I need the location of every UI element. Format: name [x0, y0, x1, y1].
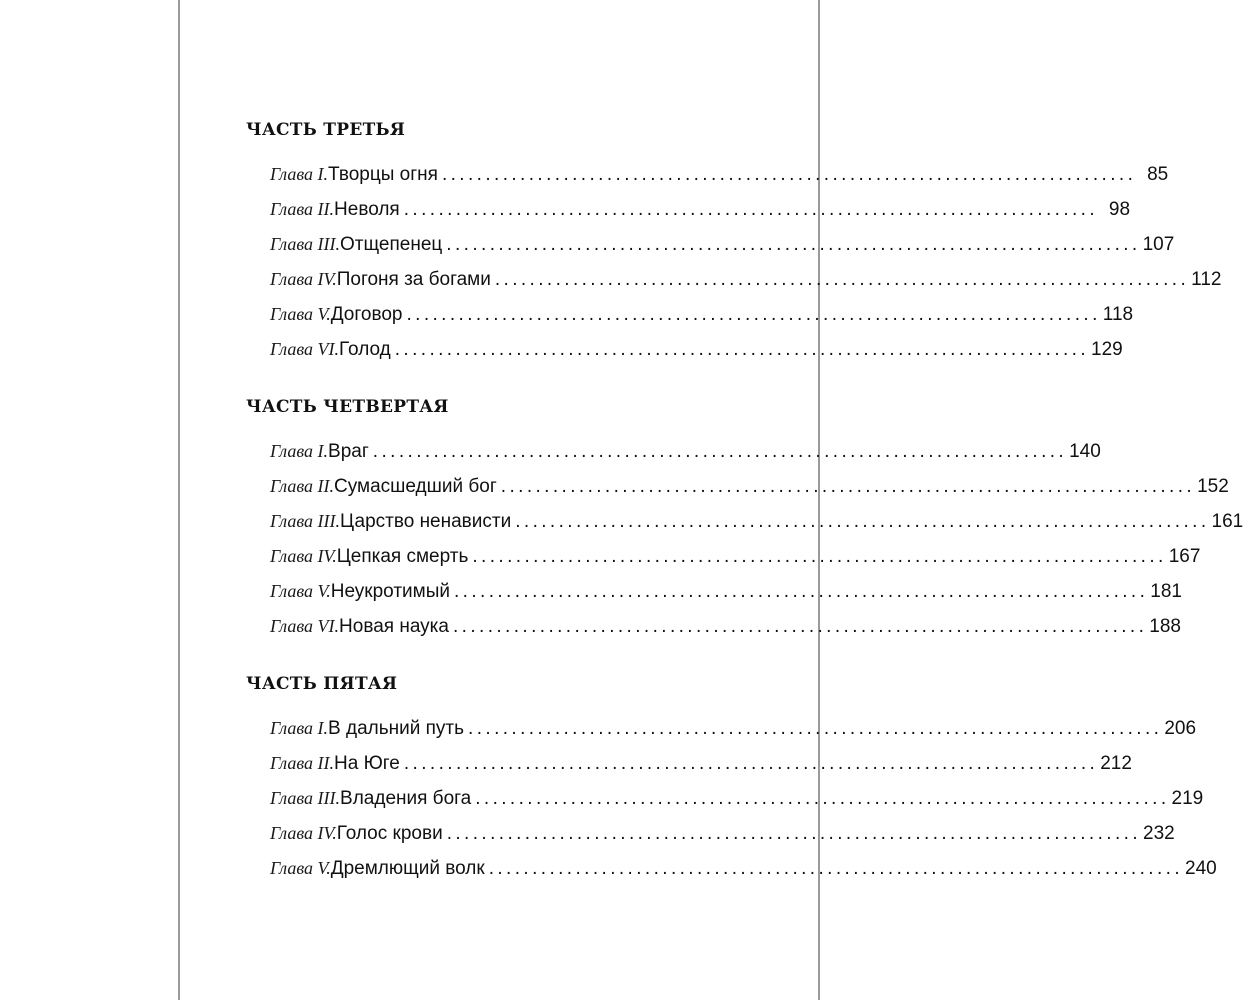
- toc-entry[interactable]: [246, 434, 1101, 469]
- dot-leader: ................................................................................: [406, 303, 1101, 325]
- chapter-title: Голос крови: [336, 822, 443, 844]
- page-number: 152: [1197, 475, 1229, 497]
- dot-leader: ................................................................................: [472, 545, 1167, 567]
- dot-leader: ................................................................................: [446, 822, 1141, 844]
- chapter-title: Дремлющий волк: [330, 857, 485, 879]
- chapter-title: Сумасшедший бог: [334, 475, 497, 497]
- chapter-title: Творцы огня: [328, 163, 438, 185]
- toc-entry[interactable]: [246, 539, 1201, 574]
- toc-entry[interactable]: [246, 816, 1175, 851]
- page-number: 129: [1091, 338, 1123, 360]
- chapter-title: Цепкая смерть: [336, 545, 469, 567]
- chapter-title: Владения бога: [340, 787, 472, 809]
- toc-entry[interactable]: [246, 781, 1204, 816]
- dot-leader: ................................................................................: [441, 163, 1137, 185]
- toc-entry[interactable]: [246, 332, 1123, 367]
- chapter-title: Новая наука: [339, 615, 449, 637]
- chapter-label: Глава I.: [270, 164, 329, 184]
- dot-leader: ................................................................................: [500, 475, 1196, 497]
- chapter-title: Договор: [330, 303, 403, 325]
- chapter-label: Глава VI.: [270, 616, 340, 636]
- dot-leader: ................................................................................: [494, 268, 1190, 290]
- dot-leader: ................................................................................: [453, 580, 1149, 602]
- chapter-title: Голод: [339, 338, 391, 360]
- chapter-label: Глава II.: [270, 753, 335, 773]
- part-title: ЧАСТЬ ПЯТАЯ: [246, 674, 398, 694]
- toc-part-4: [246, 394, 1243, 644]
- dot-leader: ................................................................................: [403, 752, 1099, 774]
- page-number: 240: [1185, 857, 1217, 879]
- chapter-label: Глава V.: [270, 581, 331, 601]
- toc-entry[interactable]: [246, 746, 1132, 781]
- chapter-title: Погоня за богами: [336, 268, 491, 290]
- chapter-label: Глава III.: [270, 788, 341, 808]
- chapter-label: Глава V.: [270, 304, 331, 324]
- page-number: 232: [1143, 822, 1175, 844]
- dot-leader: ................................................................................: [403, 198, 1099, 220]
- toc-entry[interactable]: [246, 504, 1243, 539]
- dot-leader: ................................................................................: [475, 787, 1170, 809]
- toc-entry[interactable]: [246, 227, 1175, 262]
- chapter-title: Неукротимый: [330, 580, 450, 602]
- chapter-title: Отщепенец: [340, 233, 443, 255]
- dot-leader: ................................................................................: [515, 510, 1210, 532]
- book-page: [178, 0, 1243, 1000]
- toc-entry[interactable]: [246, 469, 1229, 504]
- chapter-label: Глава II.: [270, 199, 335, 219]
- chapter-label: Глава VI.: [270, 339, 340, 359]
- chapter-label: Глава II.: [270, 476, 335, 496]
- dot-leader: ................................................................................: [488, 857, 1183, 879]
- chapter-label: Глава I.: [270, 441, 329, 461]
- chapter-title: Неволя: [334, 198, 400, 220]
- page-number: 112: [1191, 268, 1222, 290]
- page-number: 161: [1211, 510, 1243, 532]
- chapter-label: Глава IV.: [270, 269, 337, 289]
- chapter-title: Царство ненависти: [340, 510, 512, 532]
- page-number: 206: [1164, 717, 1197, 739]
- chapter-label: Глава III.: [270, 511, 341, 531]
- chapter-title: На Юге: [334, 752, 400, 774]
- page-number: 219: [1171, 787, 1204, 809]
- toc-entry[interactable]: [246, 851, 1217, 886]
- chapter-label: Глава IV.: [270, 546, 337, 566]
- page-number: 107: [1142, 233, 1175, 255]
- chapter-label: Глава III.: [270, 234, 341, 254]
- toc-entry[interactable]: [246, 609, 1181, 644]
- toc-entry[interactable]: [246, 262, 1222, 297]
- toc-entry[interactable]: [246, 574, 1182, 609]
- dot-leader: ................................................................................: [468, 717, 1163, 739]
- page-number: 140: [1069, 440, 1101, 462]
- chapter-title: В дальний путь: [328, 717, 465, 739]
- chapter-title: Враг: [328, 440, 369, 462]
- chapter-label: Глава V.: [270, 858, 331, 878]
- toc-entry[interactable]: [246, 157, 1169, 192]
- page-number: 181: [1150, 580, 1182, 602]
- page-number: 212: [1100, 752, 1132, 774]
- toc-entry[interactable]: [246, 192, 1131, 227]
- part-title: ЧАСТЬ ЧЕТВЕРТАЯ: [246, 397, 449, 417]
- chapter-label: Глава IV.: [270, 823, 337, 843]
- dot-leader: ................................................................................: [446, 233, 1141, 255]
- toc-part-5: [246, 671, 1217, 886]
- chapter-label: Глава I.: [270, 718, 329, 738]
- page-number: 188: [1149, 615, 1181, 637]
- dot-leader: ................................................................................: [394, 338, 1090, 360]
- dot-leader: ................................................................................: [372, 440, 1068, 462]
- toc-part-3: [246, 117, 1222, 367]
- page-number: 118: [1102, 303, 1134, 325]
- page-number: 85: [1147, 163, 1169, 185]
- toc-entry[interactable]: [246, 297, 1134, 332]
- part-title: ЧАСТЬ ТРЕТЬЯ: [246, 120, 406, 140]
- toc-entry[interactable]: [246, 711, 1197, 746]
- dot-leader: ................................................................................: [452, 615, 1148, 637]
- page-number: 167: [1168, 545, 1201, 567]
- page-number: 98: [1108, 198, 1131, 220]
